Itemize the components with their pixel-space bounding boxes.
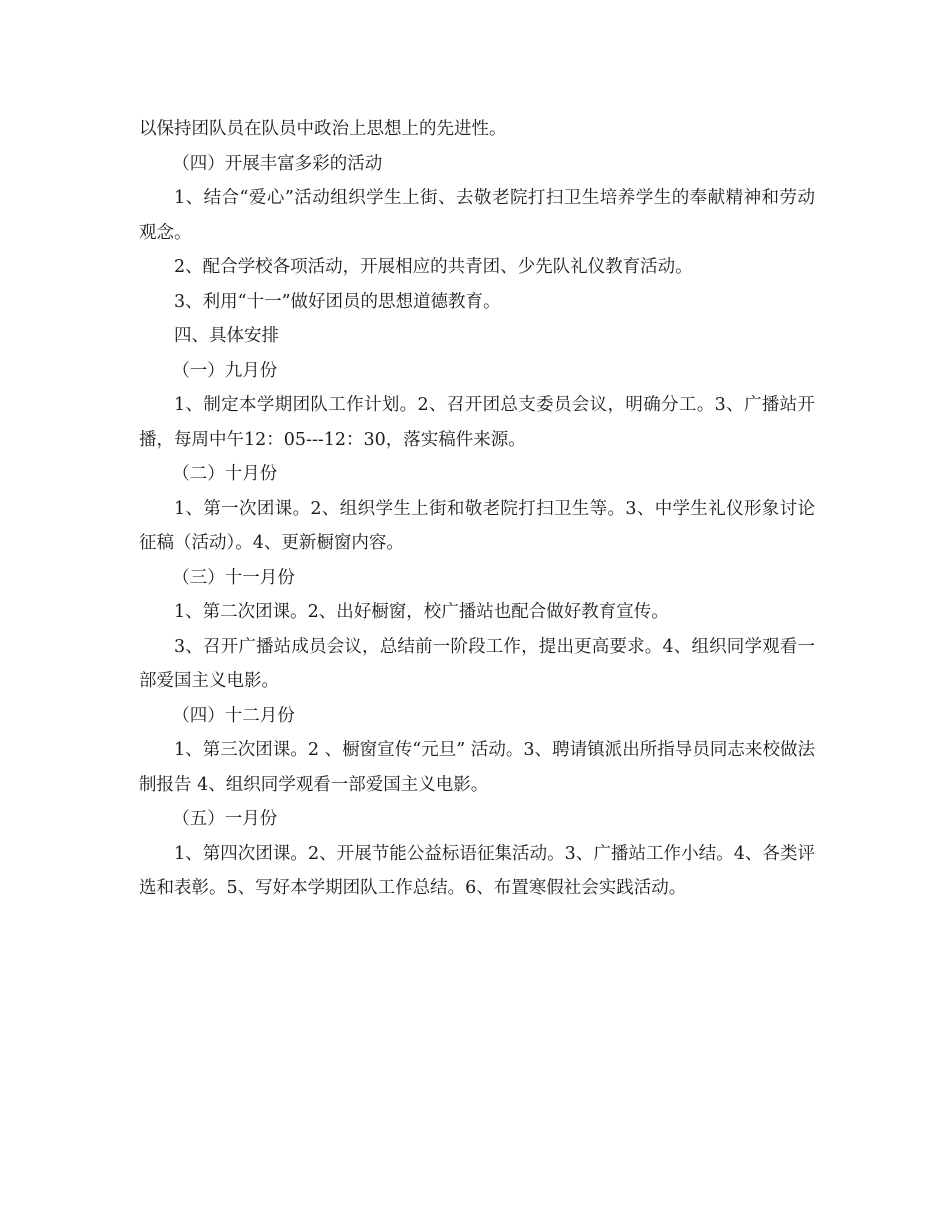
subheading-november: （三）十一月份 (172, 567, 295, 588)
subheading-january: （五）一月份 (172, 809, 278, 829)
paragraph-item: 1、第四次团课。2、开展节能公益标语征集活动。3、广播站工作小结。4、各类评选和表彰。5、写好本学期团队工作总结。6、布置寒假社会实践活动。 (139, 843, 815, 898)
paragraph-continuation: 以保持团队员在队员中政治上思想上的先进性。 (139, 119, 507, 139)
paragraph-item: 1、制定本学期团队工作计划。2、召开团总支委员会议，明确分工。3、广播站开播，每周中午12：05---12：30，落实稿件来源。 (139, 395, 815, 450)
paragraph-item: 1、第一次团课。2、组织学生上街和敬老院打扫卫生等。3、中学生礼仪形象讨论征稿（活动）。4、更新橱窗内容。 (139, 498, 815, 553)
subheading-activities: （四）开展丰富多彩的活动 (172, 153, 383, 174)
paragraph-item: 1、结合“爱心”活动组织学生上街、去敬老院打扫卫生培养学生的奉献精神和劳动观念。 (139, 188, 815, 243)
paragraph-item: 3、利用“十一”做好团员的思想道德教育。 (174, 291, 501, 312)
subheading-september: （一）九月份 (172, 360, 278, 381)
section-heading-schedule: 四、具体安排 (174, 326, 279, 346)
paragraph-item: 2、配合学校各项活动，开展相应的共青团、少先队礼仪教育活动。 (174, 257, 693, 277)
paragraph-item: 3、召开广播站成员会议，总结前一阶段工作，提出更高要求。4、组织同学观看一部爱国主义电影。 (139, 636, 815, 691)
subheading-december: （四）十二月份 (172, 705, 295, 726)
document-body (139, 112, 815, 906)
subheading-october: （二）十月份 (172, 464, 278, 484)
paragraph-item: 1、第三次团课。2 、橱窗宣传“元旦” 活动。3、聘请镇派出所指导员同志来校做法制报告 4、组织同学观看一部爱国主义电影。 (139, 740, 815, 795)
paragraph-item: 1、第二次团课。2、出好橱窗，校广播站也配合做好教育宣传。 (174, 602, 669, 622)
